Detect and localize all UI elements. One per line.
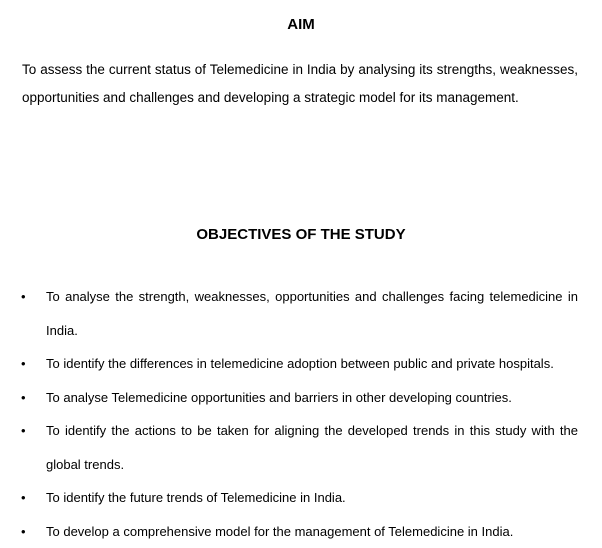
objective-item	[0, 381, 578, 415]
bullet-icon: •	[21, 381, 26, 415]
objective-text: To identify the actions to be taken for aligning the developed trends in this study with the global trends.	[46, 423, 578, 472]
aim-paragraph: To assess the current status of Telemedicine in India by analysing its strengths, weaknesses, opportunities and challenges and developing a strategic model for its management.	[22, 56, 578, 112]
bullet-icon: •	[21, 481, 26, 515]
objective-text: To identify the differences in telemedicine adoption between public and private hospitals.	[46, 356, 554, 371]
objective-text: To analyse the strength, weaknesses, opportunities and challenges facing telemedicine in India.	[46, 289, 578, 338]
bullet-icon: •	[21, 347, 26, 381]
objectives-list	[0, 280, 602, 548]
aim-heading: AIM	[0, 16, 602, 33]
objective-text: To analyse Telemedicine opportunities and barriers in other developing countries.	[46, 390, 512, 405]
objective-text: To identify the future trends of Telemedicine in India.	[46, 490, 346, 505]
objective-item	[0, 515, 578, 548]
objectives-heading: OBJECTIVES OF THE STUDY	[0, 226, 602, 243]
objective-item	[0, 280, 578, 347]
objective-item	[0, 347, 578, 381]
bullet-icon: •	[21, 280, 26, 314]
bullet-icon: •	[21, 515, 26, 548]
objective-item	[0, 414, 578, 481]
objective-item	[0, 481, 578, 515]
bullet-icon: •	[21, 414, 26, 448]
objective-text: To develop a comprehensive model for the management of Telemedicine in India.	[46, 524, 513, 539]
